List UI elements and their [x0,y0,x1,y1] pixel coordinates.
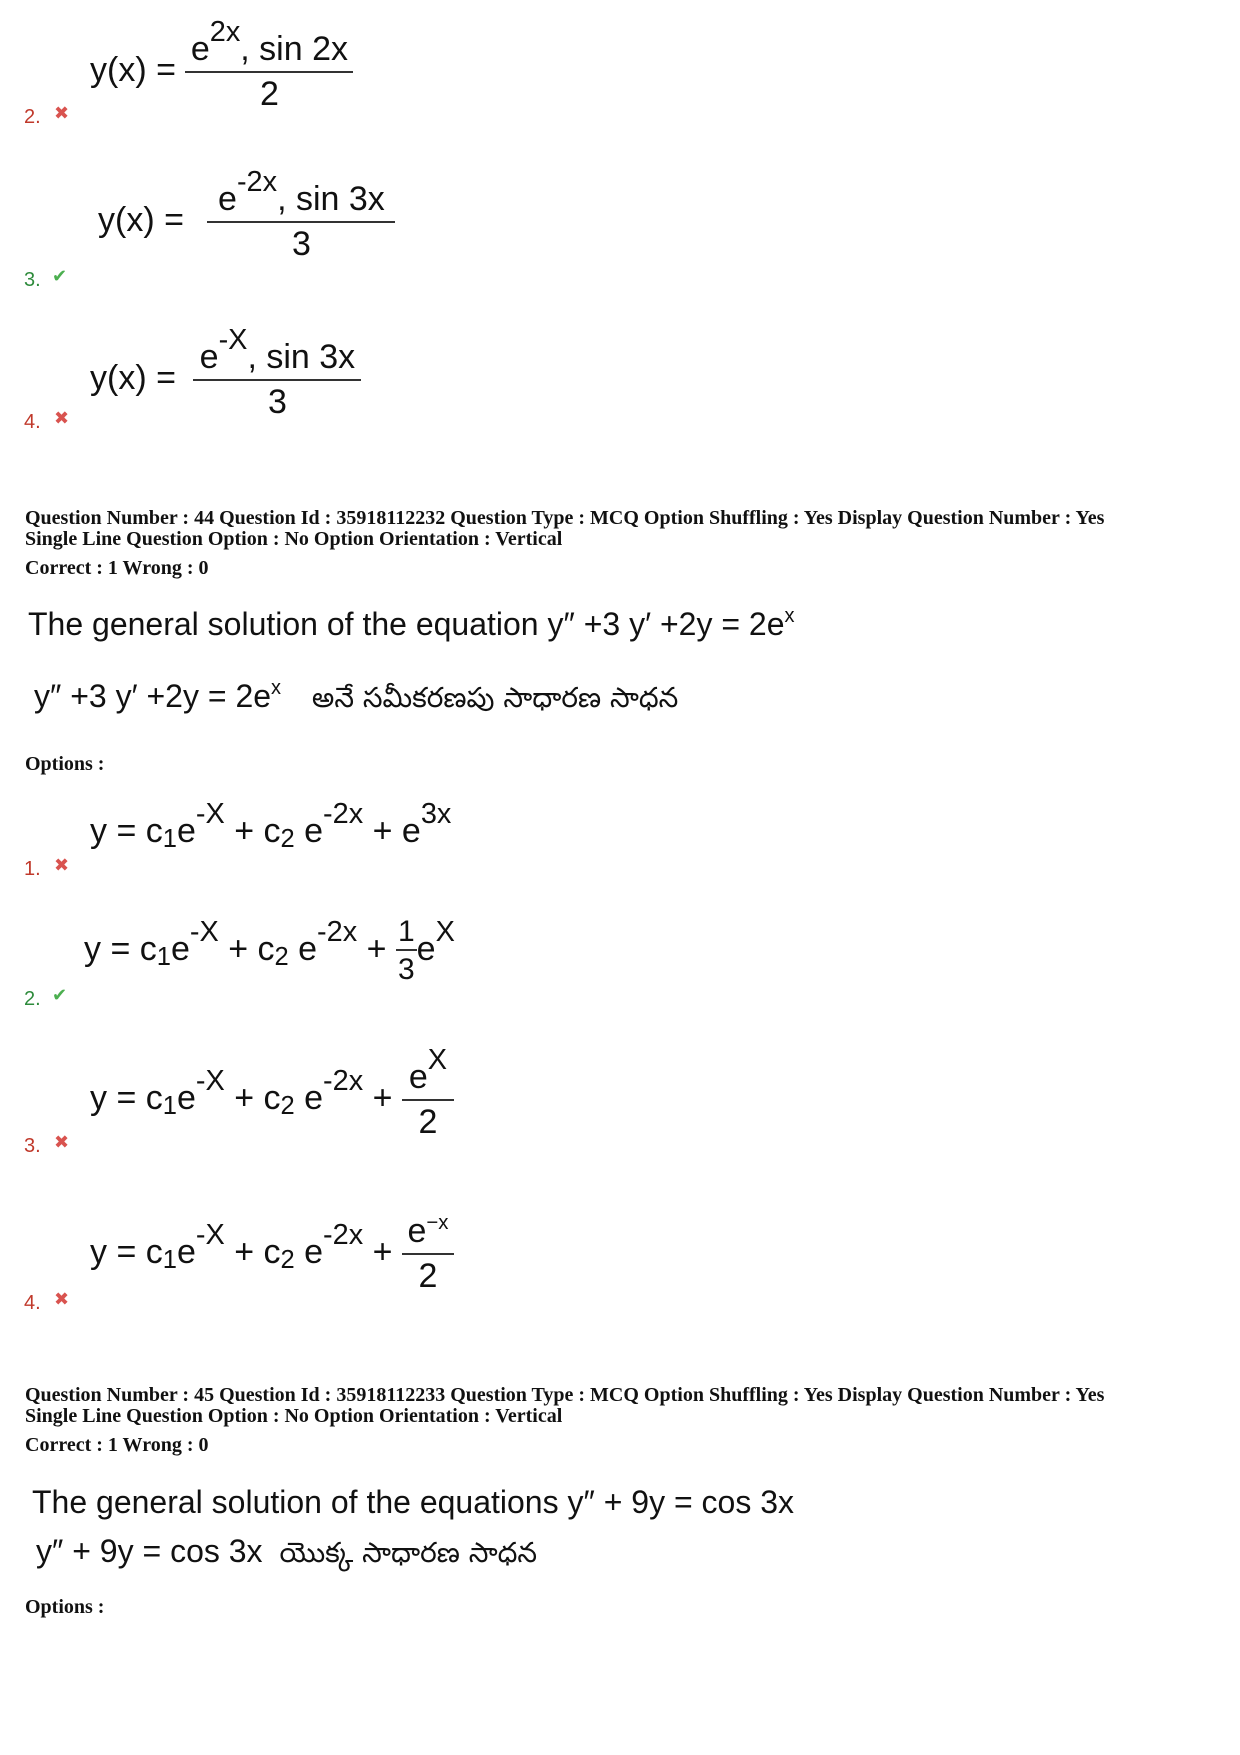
numerator: 1 [396,915,417,951]
option-number: 4. [24,1292,41,1314]
denominator: 3 [267,383,287,421]
question-exponent: x [784,605,795,627]
wrong-mark-icon: ✖ [54,103,70,124]
num-rest: , sin 2x [240,30,348,68]
subscript: 1 [162,825,177,854]
question-telugu-text: యొక్క సాధారణ సాధన [279,1536,538,1569]
option-equation [98,166,395,264]
option-number: 4. [24,411,41,433]
subscript: 2 [280,825,295,854]
question-equation: y″ + 9y = cos 3x [36,1533,263,1569]
eq-part: y = c [90,1232,163,1271]
eq-part: + c [224,1078,281,1117]
eq-part: y = c [90,812,163,850]
eq-part: e [288,929,318,968]
eq-part: + c [224,812,281,850]
num-base: e [407,1212,427,1250]
denominator: 3 [397,953,415,986]
eq-part: e [170,929,190,968]
question-telugu-text: అనే సమీకరణపు సాధారణ సాధన [311,681,679,714]
exponent: -X [195,1065,225,1098]
denominator: 3 [291,225,311,263]
exponent: -2x [323,1065,364,1098]
num-exponent: −x [426,1211,449,1234]
subscript: 2 [280,1246,295,1275]
fraction [402,1044,454,1142]
question-meta-line1: Question Number : 44 Question Id : 35918112232 Question Type : MCQ Option Shuffling : Yes Display Question Number : Yes [25,507,1105,529]
question-text: The general solution of the equation y″ +3 y′ +2y = 2e [28,606,785,642]
wrong-mark-icon: ✖ [54,408,70,429]
subscript: 1 [162,1246,177,1275]
q45-question-english: The general solution of the equations y″ + 9y = cos 3x [32,1484,795,1520]
option-equation: $y = c_1e^{-X} + c_2$ $e^{-2x}$ + $\frac{e^X}{2}$ [90,1058,454,1142]
fraction [185,16,353,114]
question-meta-line1: Question Number : 45 Question Id : 35918112233 Question Type : MCQ Option Shuffling : Yes Display Question Number : Yes [25,1384,1105,1406]
num-exponent: -X [218,324,248,357]
option-number: 3. [24,1135,41,1157]
options-label: Options : [25,753,105,775]
denominator: 2 [259,75,279,113]
question-score-line: Correct : 1 Wrong : 0 [25,1434,209,1456]
num-base: e [199,338,219,376]
exponent: -2x [323,1219,364,1252]
subscript: 1 [162,1092,177,1121]
question-exponent: x [271,677,282,699]
wrong-mark-icon: ✖ [54,1132,70,1153]
eq-part: e [176,812,196,850]
num-base: e [408,1058,428,1096]
question-equation: y″ +3 y′ +2y = 2e [34,678,272,714]
question-score-line: Correct : 1 Wrong : 0 [25,557,209,579]
num-base: e [218,180,237,218]
exponent: -X [195,798,225,831]
subscript: 1 [156,943,171,972]
exponent: 3x [420,798,452,831]
equation-lhs: y(x) = [98,200,184,239]
subscript: 2 [274,943,289,972]
eq-part: e [294,812,324,850]
q44-question-english [28,606,795,643]
fraction [193,324,361,422]
option-equation [90,324,361,422]
num-exponent: -2x [236,166,278,199]
eq-part: y = c [84,929,157,968]
option-equation: $y = c_1e^{-X} + c_2$ $e^{-2x}$ + $\frac{1}{3}$ $e^X$ [84,915,455,986]
question-meta-line2: Single Line Question Option : No Option Orientation : Vertical [25,528,563,550]
denominator: 2 [418,1103,438,1141]
eq-part: e [176,1232,196,1271]
wrong-mark-icon: ✖ [54,1289,70,1310]
fraction [207,166,395,264]
option-equation: $y = c_1e^{-X} + c_2$ $e^{-2x}$ + $\frac{e^{-x}}{2}$ [90,1212,454,1296]
check-mark-icon: ✔ [52,266,68,287]
exponent: -2x [323,798,364,831]
eq-part: e [294,1078,324,1117]
option-number: 3. [24,269,41,291]
exponent: X [435,916,455,949]
wrong-mark-icon: ✖ [54,855,70,876]
q45-question-telugu [36,1533,537,1576]
exponent: -X [189,916,219,949]
eq-part: e [416,929,436,968]
num-exponent: X [427,1044,448,1077]
eq-part: + e [363,812,421,850]
fraction [396,915,417,987]
num-base: e [190,30,210,68]
option-equation [90,798,452,854]
eq-part: e [294,1232,324,1271]
equation-lhs: y(x) = [90,358,176,397]
eq-part: + c [218,929,275,968]
option-number: 2. [24,988,41,1010]
eq-part: + c [224,1232,281,1271]
option-number: 1. [24,858,41,880]
num-rest: , sin 3x [277,180,385,218]
options-label: Options : [25,1596,105,1618]
eq-part: e [176,1078,196,1117]
denominator: 2 [418,1257,438,1295]
exponent: -X [195,1219,225,1252]
option-equation [90,16,353,114]
equation-lhs: y(x) = [90,50,176,89]
exponent: -2x [317,916,358,949]
fraction [402,1212,454,1296]
subscript: 2 [280,1092,295,1121]
check-mark-icon: ✔ [52,985,68,1006]
question-meta-line2: Single Line Question Option : No Option Orientation : Vertical [25,1405,563,1427]
eq-part: y = c [90,1078,163,1117]
option-number: 2. [24,106,41,128]
q44-question-telugu [34,678,678,721]
num-rest: , sin 3x [247,338,356,376]
num-exponent: 2x [209,16,241,49]
